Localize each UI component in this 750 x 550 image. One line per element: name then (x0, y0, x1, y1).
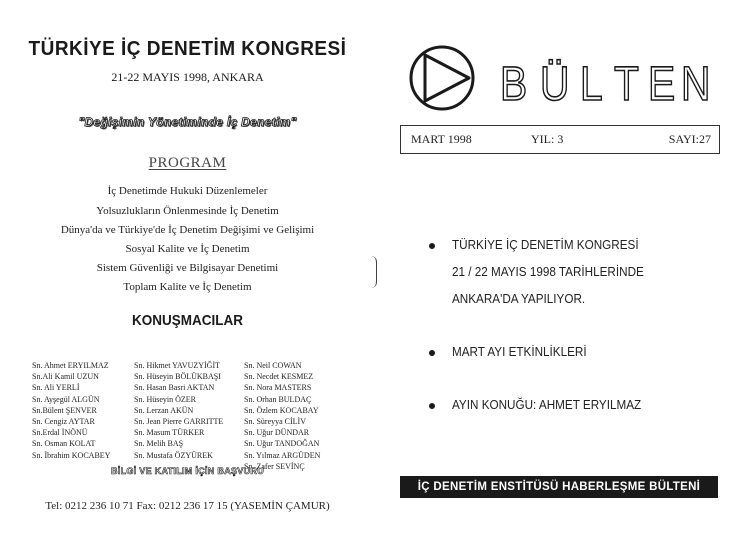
program-item: Sistem Güvenliği ve Bilgisayar Denetimi (96, 262, 279, 274)
speaker-column-2 (134, 360, 223, 461)
speaker-name: Sn. Melih BAŞ (134, 439, 184, 449)
speaker-name: Sn. Özlem KOCABAY (244, 405, 319, 415)
speaker-name: Sn. Ali YERLİ (32, 383, 80, 393)
masthead-letter: Ü (540, 58, 570, 111)
speaker-name: Sn.Erdal İNÖNÜ (32, 428, 88, 438)
speaker-name: Sn. Uğur TANDOĞAN (244, 439, 320, 449)
speaker-name: Sn. Mustafa ÖZYÜREK (134, 450, 213, 460)
program-item: Sosyal Kalite ve İç Denetim (125, 243, 250, 255)
issue-info-box (400, 125, 720, 154)
page-fold-mark (370, 256, 377, 288)
issue-month: MART 1998 (411, 132, 472, 146)
speaker-name: Sn. Hüseyin BÖLÜKBAŞI (134, 372, 221, 382)
masthead-letter: N (681, 58, 711, 111)
program-item: İç Denetimde Hukuki Düzenlemeler (107, 185, 268, 197)
speaker-name: Sn. Ahmet ERYILMAZ (32, 361, 109, 370)
speaker-column-1 (32, 360, 110, 461)
speaker-name: Sn. Nora MASTERS (244, 383, 312, 393)
program-item: Dünya'da ve Türkiye'de İç Denetim Değişimi ve Gelişimi (60, 224, 315, 236)
speaker-name: Sn. Necdet KESMEZ (244, 372, 314, 382)
speaker-name: Sn. Osman KOLAT (32, 439, 96, 449)
speaker-name: Sn. Süreyya CİLİV (244, 417, 306, 427)
play-logo-icon (408, 44, 476, 112)
speaker-name: Sn. Uğur DÜNDAR (244, 428, 310, 438)
footer-banner: İÇ DENETİM ENSTİTÜSÜ HABERLEŞME BÜLTENİ (400, 476, 718, 498)
speaker-name: Sn. İbrahim KOCABEY (32, 450, 111, 460)
speaker-name: Sn.Bülent ŞENVER (32, 405, 97, 415)
masthead-letter: E (648, 58, 676, 111)
congress-title: TÜRKİYE İÇ DENETİM KONGRESİ (28, 38, 347, 60)
speaker-name: Sn. Hikmet YAVUZYİĞİT (134, 361, 220, 370)
speaker-name: Sn. Hüseyin ÖZER (134, 394, 196, 404)
headline: TÜRKİYE İÇ DENETİM KONGRESİ (452, 237, 639, 252)
headline: ANKARA'DA YAPILIYOR. (452, 291, 586, 306)
speaker-name: Sn. Neil COWAN (244, 361, 302, 370)
bullet-icon (429, 243, 435, 249)
masthead-letter: L (580, 58, 603, 111)
headline: 21 / 22 MAYIS 1998 TARİHLERİNDE (452, 264, 644, 279)
congress-theme: "Değişimin Yönetiminde İç Denetim" (78, 115, 297, 129)
bullet-icon (429, 350, 435, 356)
headline: AYIN KONUĞU: AHMET ERYILMAZ (452, 397, 642, 412)
headline: MART AYI ETKİNLİKLERİ (452, 344, 587, 359)
speaker-name: Sn. Zafer SEVİNÇ (244, 461, 305, 471)
program-heading-text: PROGRAM (148, 155, 227, 171)
program-item: Toplam Kalite ve İç Denetim (123, 281, 252, 293)
speakers-heading: KONUŞMACILAR (131, 312, 243, 329)
speaker-column-3 (244, 360, 320, 472)
speaker-name: Sn. Cengiz AYTAR (32, 417, 95, 427)
speaker-name: Sn. Orhan BULDAÇ (244, 394, 312, 404)
speaker-name: Sn.Ali Kamil UZUN (32, 372, 99, 382)
bullet-icon (429, 403, 435, 409)
contact-line: Tel: 0212 236 10 71 Fax: 0212 236 17 15 (YASEMİN ÇAMUR) (45, 500, 330, 512)
speaker-name: Sn. Masum TÜRKER (134, 428, 205, 438)
masthead-letter: B (500, 58, 528, 111)
congress-date: 21-22 MAYIS 1998, ANKARA (111, 70, 264, 84)
info-heading: BİLGİ VE KATILIM İÇİN BAŞVURU (110, 466, 265, 476)
issue-year: YIL: 3 (531, 132, 564, 146)
speaker-name: Sn. Hasan Basri AKTAN (134, 383, 215, 393)
speaker-name: Sn. Ayşegül ALGÜN (32, 394, 100, 404)
program-item: Yolsuzlukların Önlenmesinde İç Denetim (96, 205, 279, 217)
speaker-name: Sn. Jean Pierre GARRITTE (134, 417, 224, 427)
issue-number: SAYI:27 (668, 132, 711, 146)
masthead-letter: T (614, 58, 639, 111)
speaker-name: Sn. Lerzan AKÜN (134, 405, 194, 415)
speaker-name: Sn. Yılmaz ARGÜDEN (244, 450, 321, 460)
program-heading (0, 155, 375, 172)
